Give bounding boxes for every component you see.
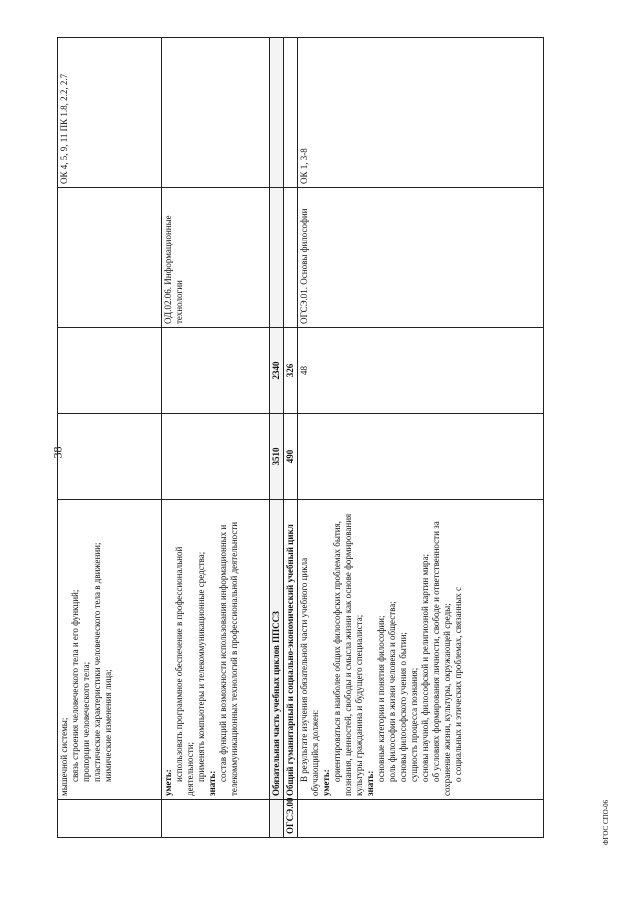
cycle-title: Общий гуманитарный и социально-экономический учебный цикл bbox=[284, 500, 298, 800]
content-cell bbox=[298, 500, 544, 800]
max-hours: 490 bbox=[284, 414, 298, 500]
required-hours: 326 bbox=[284, 328, 298, 414]
discipline-cell: ОД.02.06. Информационные технологии bbox=[162, 188, 270, 328]
content-line: В результате изучения обязательной части учебного цикла обучающийся должен: bbox=[299, 557, 320, 796]
content-cell bbox=[58, 500, 162, 800]
table-row bbox=[284, 38, 298, 838]
content-line: об условиях формирования личности, свободе и ответственности за сохранение жизни, культуры, окружающей среды; bbox=[431, 521, 452, 796]
competence-cell: ОК 4, 5, 9, 11 ПК 1.8, 2.2, 2.7 bbox=[58, 38, 162, 188]
knowledge-label: знать: bbox=[365, 770, 375, 796]
knowledge-label: знать: bbox=[207, 770, 217, 796]
standards-table-sheet bbox=[57, 38, 597, 838]
content-line: состав функций и возможности использования информационных и телекоммуникационных технологий в профессиональной деятельности bbox=[218, 521, 239, 796]
content-line: применять компьютеры и телекоммуникационные средства; bbox=[196, 551, 206, 782]
content-line: пластические характеристики человеческого тела в движении; bbox=[92, 542, 102, 782]
content-line: основы философского учения о бытии; bbox=[398, 632, 408, 782]
cycle-code: ОГСЭ.00 bbox=[284, 800, 298, 838]
discipline-cell: ОГСЭ.01. Основы философии bbox=[298, 188, 544, 328]
page-number: 38 bbox=[50, 446, 65, 459]
max-hours: 3510 bbox=[270, 414, 284, 500]
content-line: о социальных и этических проблемах, связанных с bbox=[453, 586, 463, 782]
standards-table bbox=[57, 37, 544, 838]
content-line: пропорции человеческого тела; bbox=[81, 661, 91, 782]
content-line: использовать программное обеспечение в профессиональной деятельности; bbox=[174, 546, 195, 796]
content-line: роль философии в жизни человека и общества; bbox=[387, 601, 397, 782]
content-line: сущность процесса познания; bbox=[409, 667, 419, 782]
footer-label: ФГОС СПО-06 bbox=[602, 799, 610, 845]
content-line: связь строения человеческого тела и его функций; bbox=[70, 589, 80, 782]
content-line: основные категории и понятия философии; bbox=[376, 615, 386, 782]
skills-label: уметь: bbox=[163, 769, 173, 796]
content-line: ориентироваться в наиболее общих философских проблемах бытия, познания, ценностей, свободы и смысла жизни как основе формирования культуры гражданина и будущего специалиста; bbox=[332, 513, 364, 796]
table-row bbox=[298, 38, 544, 838]
table-row bbox=[270, 38, 284, 838]
competence-cell: ОК 1, 3-8 bbox=[298, 38, 544, 188]
skills-label: уметь: bbox=[321, 769, 331, 796]
content-line: основы научной, философской и религиозной картин мира; bbox=[420, 553, 430, 782]
table-row bbox=[58, 38, 162, 838]
required-hours: 48 bbox=[298, 328, 544, 414]
table-row bbox=[162, 38, 270, 838]
content-line: мимические изменения лица; bbox=[103, 669, 113, 782]
section-title: Обязательная часть учебных циклов ППССЗ bbox=[270, 500, 284, 800]
content-cell bbox=[162, 500, 270, 800]
required-hours: 2340 bbox=[270, 328, 284, 414]
code-cell bbox=[58, 800, 162, 838]
content-line: мышечной системы; bbox=[59, 717, 69, 796]
